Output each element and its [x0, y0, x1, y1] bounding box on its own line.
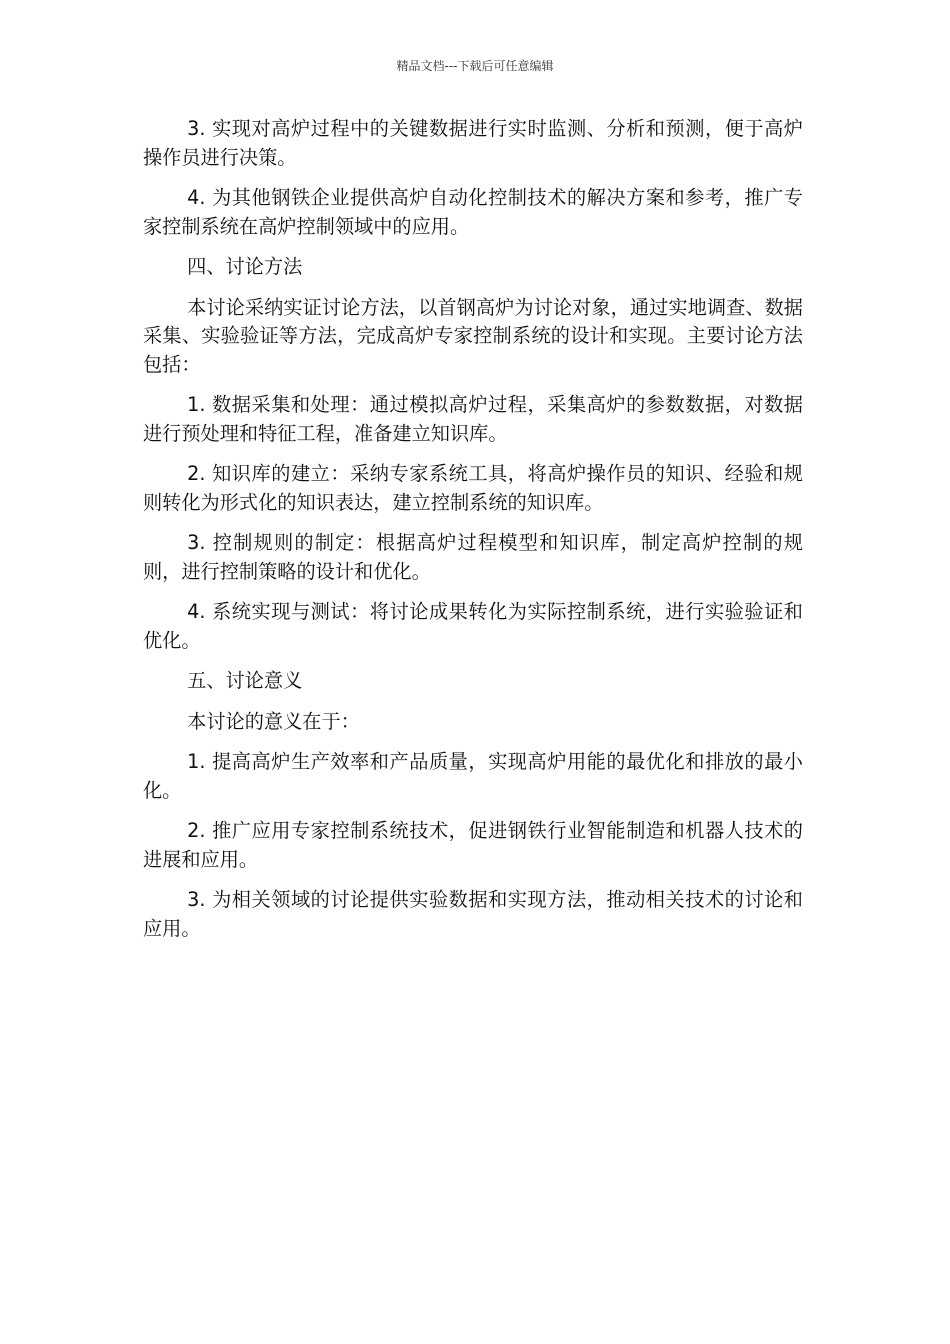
paragraph-significance-2: 2. 推广应用专家控制系统技术，促进钢铁行业智能制造和机器人技术的进展和应用。 — [143, 819, 803, 871]
paragraph-method-3: 3. 控制规则的制定：根据高炉过程模型和知识库，制定高炉控制的规则，进行控制策略的设计和优化。 — [143, 531, 803, 583]
page-header: 精品文档---下载后可任意编辑 — [396, 59, 554, 73]
paragraph-goal-4: 4. 为其他钢铁企业提供高炉自动化控制技术的解决方案和参考，推广专家控制系统在高炉控制领域中的应用。 — [143, 186, 803, 238]
document-body — [143, 115, 803, 955]
paragraph-methods-intro: 本讨论采纳实证讨论方法，以首钢高炉为讨论对象，通过实地调查、数据采集、实验验证等方法，完成高炉专家控制系统的设计和实现。主要讨论方法包括： — [143, 295, 803, 376]
paragraph-significance-1: 1. 提高高炉生产效率和产品质量，实现高炉用能的最优化和排放的最小化。 — [143, 750, 803, 802]
paragraph-method-4: 4. 系统实现与测试：将讨论成果转化为实际控制系统，进行实验验证和优化。 — [143, 600, 803, 652]
paragraph-method-1: 1. 数据采集和处理：通过模拟高炉过程，采集高炉的参数数据，对数据进行预处理和特征工程，准备建立知识库。 — [143, 393, 803, 445]
section-heading-methods: 四、讨论方法 — [187, 255, 303, 278]
paragraph-goal-3: 3. 实现对高炉过程中的关键数据进行实时监测、分析和预测，便于高炉操作员进行决策。 — [143, 117, 803, 169]
paragraph-significance-3: 3. 为相关领域的讨论提供实验数据和实现方法，推动相关技术的讨论和应用。 — [143, 888, 803, 940]
paragraph-method-2: 2. 知识库的建立：采纳专家系统工具，将高炉操作员的知识、经验和规则转化为形式化的知识表达，建立控制系统的知识库。 — [143, 462, 803, 514]
section-heading-significance: 五、讨论意义 — [187, 669, 303, 692]
paragraph-significance-intro: 本讨论的意义在于： — [187, 709, 360, 733]
